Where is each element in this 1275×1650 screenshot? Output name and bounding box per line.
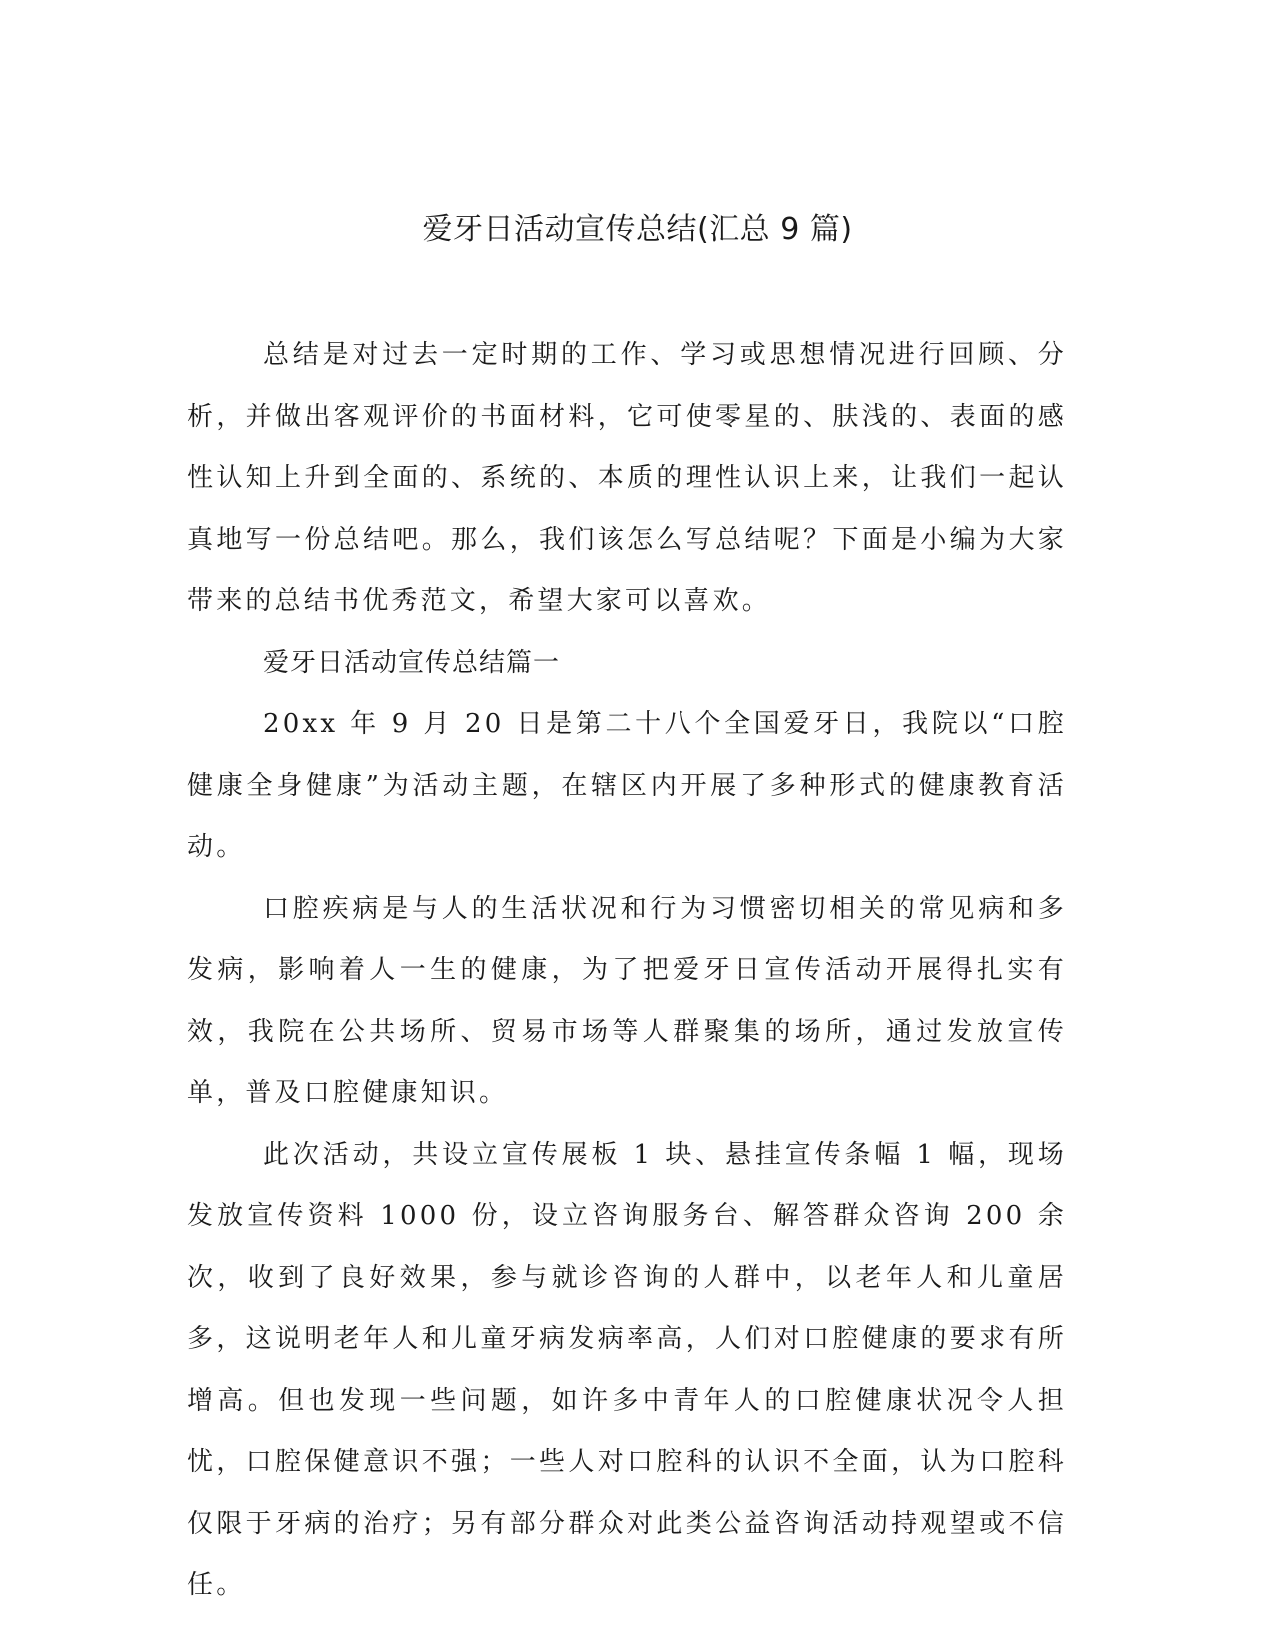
document-body — [187, 325, 1067, 1617]
body-paragraph: 20xx 年 9 月 20 日是第二十八个全国爱牙日，我院以“口腔健康全身健康”为活动主题，在辖区内开展了多种形式的健康教育活动。 — [187, 709, 1067, 862]
intro-paragraph: 总结是对过去一定时期的工作、学习或思想情况进行回顾、分析，并做出客观评价的书面材料，它可使零星的、肤浅的、表面的感性认知上升到全面的、系统的、本质的理性认识上来，让我们一起认真地写一份总结吧。那么，我们该怎么写总结呢？下面是小编为大家带来的总结书优秀范文，希望大家可以喜欢。 — [187, 340, 1067, 616]
section-heading: 爱牙日活动宣传总结篇一 — [263, 647, 561, 678]
document-title: 爱牙日活动宣传总结(汇总 9 篇) — [422, 212, 853, 247]
body-paragraph: 口腔疾病是与人的生活状况和行为习惯密切相关的常见病和多发病，影响着人一生的健康，为了把爱牙日宣传活动开展得扎实有效，我院在公共场所、贸易市场等人群聚集的场所，通过发放宣传单，普及口腔健康知识。 — [187, 893, 1067, 1108]
body-paragraph: 此次活动，共设立宣传展板 1 块、悬挂宣传条幅 1 幅，现场发放宣传资料 1000 份，设立咨询服务台、解答群众咨询 200 余次，收到了良好效果，参与就诊咨询的人群中，以老年人和儿童居多，这说明老年人和儿童牙病发病率高，人们对口腔健康的要求有所增高。但也发现一些问题，如许多中青年人的口腔健康状况令人担忧，口腔保健意识不强；一些人对口腔科的认识不全面，认为口腔科仅限于牙病的治疗；另有部分群众对此类公益咨询活动持观望或不信任。 — [187, 1139, 1067, 1600]
